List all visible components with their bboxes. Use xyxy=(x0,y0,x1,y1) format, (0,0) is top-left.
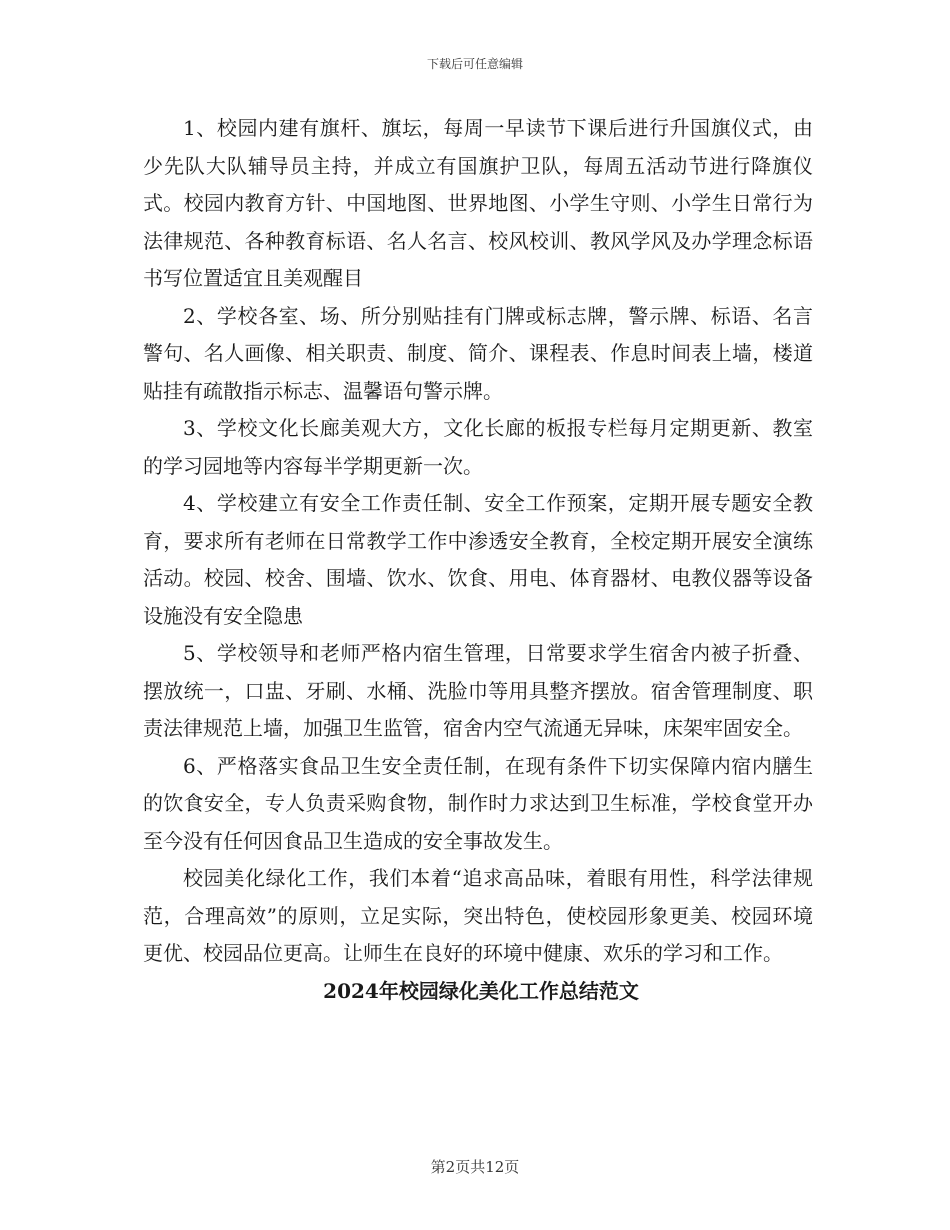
paragraph-4: 4、学校建立有安全工作责任制、安全工作预案，定期开展专题安全教育，要求所有老师在日常教学工作中渗透安全教育，全校定期开展安全演练活动。校园、校舍、围墙、饮水、饮食、用电、体育器材、电教仪器等设备设施没有安全隐患 xyxy=(143,491,813,628)
section-title: 2024年校园绿化美化工作总结范文 xyxy=(323,978,639,1003)
document-body xyxy=(143,110,813,1010)
page-header: 下载后可任意编辑 xyxy=(426,57,523,71)
paragraph-1: 1、校园内建有旗杆、旗坛，每周一早读节下课后进行升国旗仪式，由少先队大队辅导员主持，并成立有国旗护卫队，每周五活动节进行降旗仪式。校园内教育方针、中国地图、世界地图、小学生守则、小学生日常行为法律规范、各种教育标语、名人名言、校风校训、教风学风及办学理念标语书写位置适宜且美观醒目 xyxy=(143,116,813,290)
paragraph-2: 2、学校各室、场、所分别贴挂有门牌或标志牌，警示牌、标语、名言警句、名人画像、相关职责、制度、简介、课程表、作息时间表上墙，楼道贴挂有疏散指示标志、温馨语句警示牌。 xyxy=(143,303,813,403)
page-footer: 第2页共12页 xyxy=(430,1158,520,1176)
paragraph-6: 6、严格落实食品卫生安全责任制，在现有条件下切实保障内宿内膳生的饮食安全，专人负责采购食物，制作时力求达到卫生标准，学校食堂开办至今没有任何因食品卫生造成的安全事故发生。 xyxy=(143,753,813,853)
paragraph-3: 3、学校文化长廊美观大方，文化长廊的板报专栏每月定期更新、教室的学习园地等内容每半学期更新一次。 xyxy=(143,416,813,478)
paragraph-5: 5、学校领导和老师严格内宿生管理，日常要求学生宿舍内被子折叠、摆放统一，口盅、牙刷、水桶、洗脸巾等用具整齐摆放。宿舍管理制度、职责法律规范上墙，加强卫生监管，宿舍内空气流通无异味，床架牢固安全。 xyxy=(143,641,813,740)
paragraph-7: 校园美化绿化工作，我们本着“追求高品味，着眼有用性，科学法律规范，合理高效”的原则，立足实际，突出特色，使校园形象更美、校园环境更优、校园品位更高。让师生在良好的环境中健康、欢乐的学习和工作。 xyxy=(143,866,813,965)
